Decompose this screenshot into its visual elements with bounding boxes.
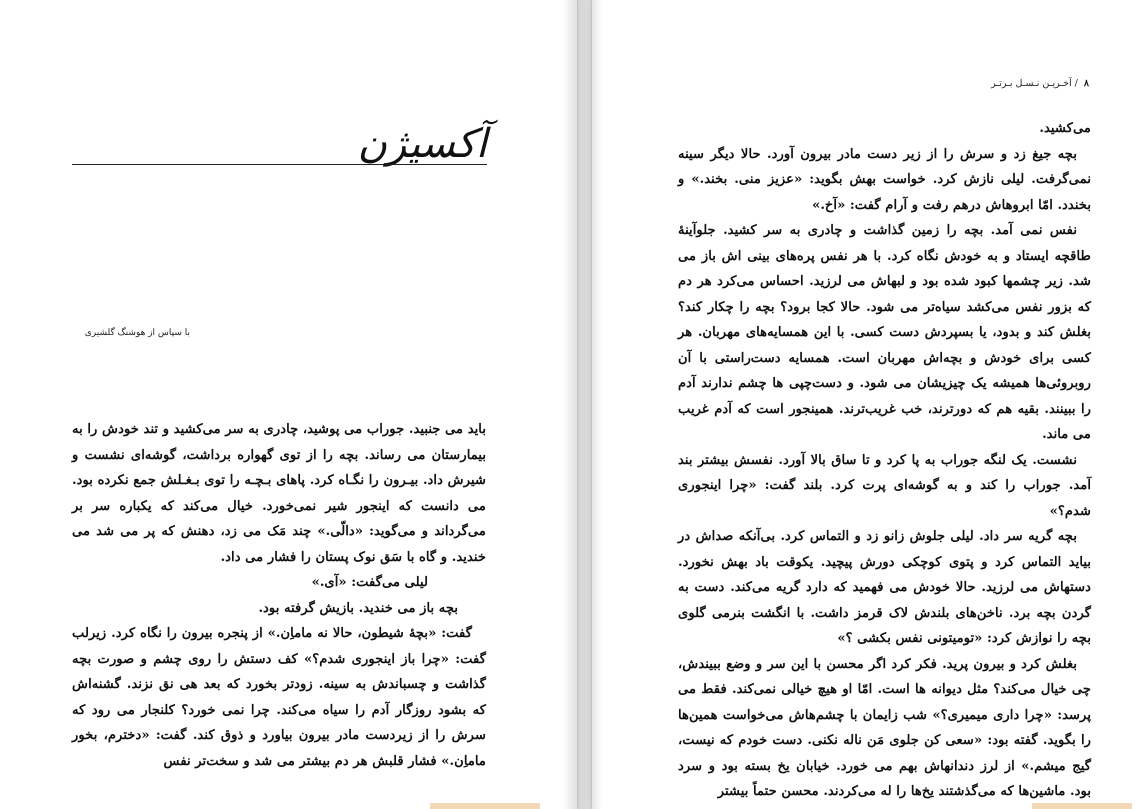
right-page bbox=[592, 0, 1145, 809]
running-head bbox=[977, 78, 1089, 89]
paragraph: نشست. یک لنگه جوراب به پا کرد و تا ساق بالا آورد. نفسش بیشتر بند آمد. جوراب را کند و به گوشه‌ای پرت کرد. بلند گفت: «چرا اینجوری شدم؟» bbox=[678, 452, 1091, 519]
page-separator: / bbox=[1074, 78, 1078, 89]
page-footer-tab bbox=[1032, 803, 1132, 809]
paragraph: گفت: «بچهٔ شیطون، حالا نه ماماِن.» از پنجره بیرون را نگاه کرد. زیرلب گفت: «چرا باز اینجوری شدم؟» کف دستش را روی چشم و صورت بچه گذاشت و چسباندش به سینه. زودتر بخورد که بعد هی نق نزند. گشنه‌اش که بشود روزگار آدم را سیاه می‌کند. چرا نمی خورد؟ کلنجار می رود که سرش را از زیردست مادر بیرون بیاورد و ذوق کند. گفت: «دخترم، بخور ماماِن.» فشار قلبش هر دم بیشتر می شد و سخت‌تر نفس bbox=[72, 626, 486, 769]
page-footer-tab bbox=[430, 803, 540, 809]
paragraph: لیلی می‌گفت: «آی.» bbox=[311, 575, 428, 590]
gutter-shadow bbox=[592, 0, 602, 809]
paragraph: نفس نمی آمد. بچه را زمین گذاشت و چادری به سر کشید. جلوآینهٔ طاقچه ایستاد و به خودش نگاه کرد. با هر نفس پره‌های بینی اش باز می شد. زیر چشمها کبود شده بود و لبهاش می لرزید. احساس می‌کرد هر دم که بزور نفس می‌کشد سیاه‌تر می شود. حالا کجا برود؟ بچه را چکار کند؟ بغلش کند و بدود، یا بسپردش دست کسی. با این همسایه‌های مهربان. هر کسی برای خودش و بچه‌اش مهربان است. همسایه دست‌راستی با آن روبروئی‌ها همیشه یک چیزیشان می شود. و دست‌چپی ها چشم ندارند آدم را ببینند. بقیه هم که دورترند، خب غریب‌ترند. همینجور است که آدم غریب می ماند. bbox=[678, 223, 1091, 442]
book-title: آخـریـن نـسـل بـرتـر bbox=[991, 78, 1072, 89]
left-body-text bbox=[72, 417, 486, 774]
dedication: با سپاس از هوشنگ گلشیری bbox=[84, 328, 190, 338]
story-title-block bbox=[72, 118, 487, 178]
paragraph: بچه گریه سر داد. لیلی جلوش زانو زد و التماس کرد. بی‌آنکه صداش در بیاید التماس کرد و پتوی کوچکی دورش پیچید. یکوقت باد بهش نخورد. دستهاش می لرزید. حالا خودش می فهمید که دارد گریه می‌کند. دست به گردن بچه برد. ناخن‌های بلندش لاک قرمز داشت. با انگشت بنرمی گلوی بچه را نوازش کرد: «تومیتونی نفس بکشی ؟» bbox=[678, 529, 1091, 646]
title-underline bbox=[72, 164, 487, 165]
paragraph: بچه جیغ زد و سرش را از زیر دست مادر بیرون آورد. حالا دیگر سینه نمی‌گرفت. لیلی نازش کرد. خواست بهش بگوید: «عزیز منی. بخند.» و بخندد. امّا ابروهاش درهم رفت و آرام گفت: «آخ.» bbox=[678, 146, 1091, 213]
paragraph: بچه باز می خندید. بازیش گرفته بود. bbox=[258, 600, 458, 616]
story-title: آکسیژن bbox=[357, 121, 487, 167]
paragraph: باید می جنبید. جوراب می پوشید، چادری به سر می‌کشید و تند خودش را به بیمارستان می رساند. بچه را از توی گهواره برداشت، گوشه‌ای نشست و شیرش داد. بیـرون را نگـاه کرد. پاهای بـچـه را توی بـغـلش جمع نکرده بود. می دانست که اینجور شیر نمی‌خورد. خیال می‌کند که یکباره سر بر می‌گرداند و می‌گوید: «دالّی.» چند مَک می زد، دهنش که پر می شد می خندید. و گاه با سَق نوک پستان را فشار می داد. bbox=[72, 422, 486, 565]
paragraph: بغلش کرد و بیرون پرید. فکر کرد اگر محسن با این سر و وضع ببیندش، چی خیال می‌کند؟ مثل دیوانه ها است. امّا او هیچ خیالی نمی‌کند. فقط می پرسد: «چرا داری میمیری؟» شب زایمان با چشم‌هاش می‌خواست همین‌ها را بگوید. گفته بود: «سعی کن جلوی مَن ناله نکنی. دست خودم که نیست، گیج میشم.» از لرز دندانهاش بهم می خورد. خیابان یخ بسته بود و سرد بود. ماشین‌ها که می‌گذشتند یخ‌ها را له می‌کردند. محسن حتماً بیشتر bbox=[678, 656, 1091, 799]
right-body-text bbox=[678, 116, 1091, 805]
gutter-shadow bbox=[563, 0, 577, 809]
paragraph: می‌کشید. bbox=[1039, 121, 1091, 136]
page-number: ۸ bbox=[1083, 78, 1089, 89]
